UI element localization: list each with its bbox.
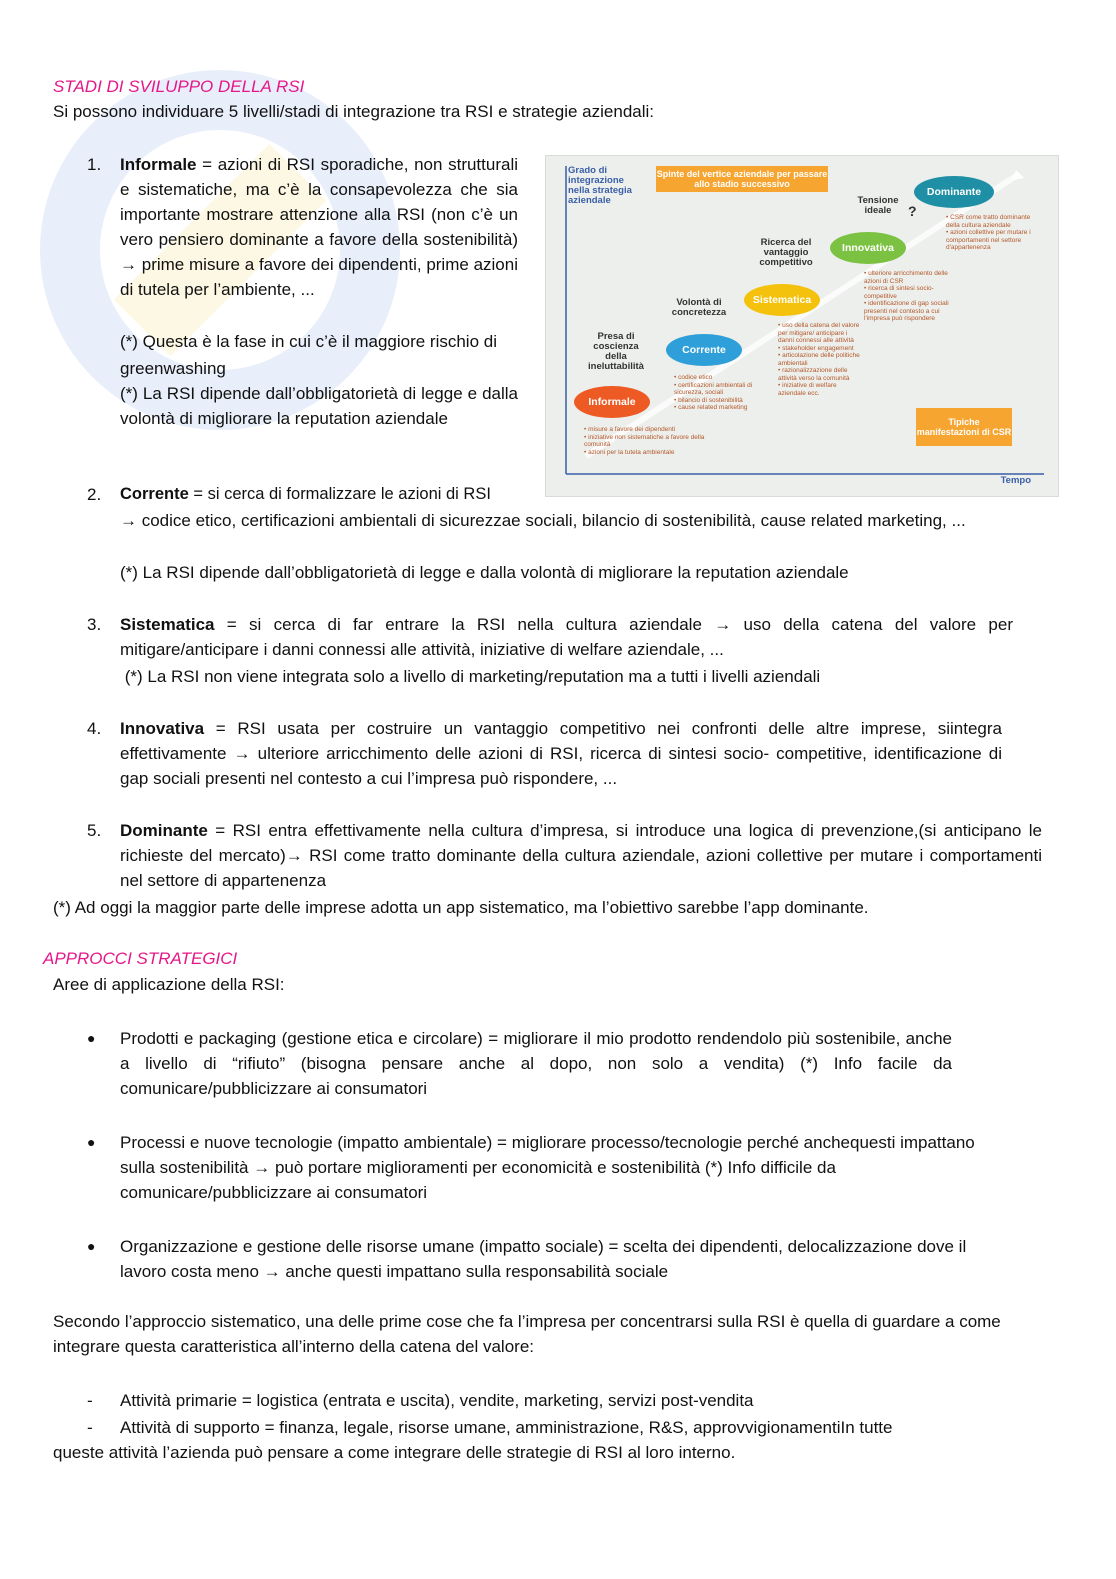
stage-name: Corrente	[120, 485, 189, 503]
stage-number: 5.	[87, 821, 102, 840]
bottom-orange-box: Tipiche manifestazioni di CSR	[916, 408, 1012, 446]
bullet-item-organizzazione: Organizzazione e gestione delle risorse umane (impatto sociale) = scelta dei dipendenti, delocalizzazione dove il lavoro costa meno → anche questi impattano sulla responsabilità sociale	[120, 1237, 967, 1281]
value-chain-intro: Secondo l’approccio sistematico, una delle prime cose che fa l’impresa per concentrarsi sulla RSI è quella di guardare a come integrare questa caratteristica all’interno della catena del valore:	[53, 1312, 1001, 1356]
y-axis-label: Grado di integrazione nella strategia aziendale	[568, 165, 632, 206]
rsi-stages-diagram	[545, 155, 1059, 497]
stage-description: = si cerca di formalizzare le azioni di RSI	[188, 485, 491, 503]
stage-description: = RSI entra effettivamente nella cultura d’impresa, si introduce una logica di prevenzione,(si anticipano le richieste del mercato)→ RSI come tratto dominante della cultura aziendale, azioni collettive per mutare i comportamenti nel settore di appartenenza	[120, 821, 1042, 890]
stage-name: Innovativa	[120, 719, 205, 738]
level-bullets-innovativa: • ulteriore arricchimento delle azioni di CSR • ricerca di sintesi socio-competitive • identificazione di gap sociali presenti nel contesto a cui l'impresa può rispondere	[864, 270, 949, 322]
level-caption-dominante: Tensione ideale	[857, 195, 899, 216]
bullet-marker: ●	[87, 1238, 96, 1254]
bullet-marker: ●	[87, 1134, 96, 1150]
level-caption-corrente: Presa di coscienza della ineluttabilità	[588, 331, 644, 372]
stage-corrente	[120, 482, 491, 507]
stage-number: 1.	[87, 155, 102, 174]
level-bullets-informale: • misure a favore dei dipendenti • iniziative non sistematiche a favore della comunità • azioni per la tutela ambientale	[584, 426, 705, 456]
section-title-stadi: STADI DI SVILUPPO DELLA RSI	[53, 77, 305, 96]
stage-note: (*) La RSI non viene integrata solo a livello di marketing/reputation ma a tutti i livelli aziendali	[120, 667, 821, 686]
stage-note-greenwashing: (*) Questa è la fase in cui c’è il maggiore rischio di greenwashing	[120, 332, 497, 378]
level-ellipse-innovativa: Innovativa	[830, 232, 906, 264]
section-intro-approcci: Aree di applicazione della RSI:	[53, 975, 285, 994]
level-caption-sistematica: Volontà di concretezza	[671, 297, 727, 318]
x-axis-label: Tempo	[1000, 475, 1031, 486]
question-mark: ?	[908, 203, 917, 219]
level-caption-innovativa: Ricerca del vantaggio competitivo	[759, 237, 813, 268]
level-ellipse-sistematica: Sistematica	[744, 284, 820, 316]
stage-sistematica	[120, 612, 1013, 662]
dash-item-primarie: Attività primarie = logistica (entrata e uscita), vendite, marketing, servizi post-vendita	[120, 1391, 754, 1410]
stage-dominante	[120, 818, 1042, 893]
stage-note: (*) La RSI dipende dall’obbligatorietà di legge e dalla volontà di migliorare la reputation aziendale	[120, 563, 849, 582]
dash-marker: -	[87, 1418, 93, 1437]
stage-corrente-details: → codice etico, certificazioni ambientali di sicurezzae sociali, bilancio di sostenibilità, cause related marketing, ...	[120, 511, 966, 530]
level-bullets-sistematica: • uso della catena del valore per mitigare/ anticipare i danni connessi alle attività • stakeholder engagement • articolazione delle politiche ambientali • razionalizzazione delle attività verso la comunità • iniziative di welfare aziendale ecc.	[778, 322, 860, 397]
bullet-marker: ●	[87, 1030, 96, 1046]
stage-name: Dominante	[120, 821, 208, 840]
stage-name: Informale	[120, 155, 197, 174]
stage-name: Sistematica	[120, 615, 215, 634]
stage-number: 4.	[87, 719, 102, 738]
stage-informale	[120, 152, 518, 302]
bullet-item-processi: Processi e nuove tecnologie (impatto ambientale) = migliorare processo/tecnologie perché anchequesti impattano sulla sostenibilità → può portare miglioramenti per economicità e sostenibilità (*) Info difficile da comunicare/pubblicizzare ai consumatori	[120, 1133, 975, 1202]
dash-marker: -	[87, 1391, 93, 1410]
level-bullets-dominante: • CSR come tratto dominante della cultura aziendale • azioni collettive per mutare i comportamenti nel settore d'appartenenza	[946, 214, 1031, 251]
level-bullets-corrente: • codice etico • certificazioni ambientali di sicurezza, sociali • bilancio di sostenibilità • cause related marketing	[674, 374, 753, 411]
level-ellipse-corrente: Corrente	[666, 334, 742, 366]
stage-number: 2.	[87, 485, 102, 504]
stage-description: = RSI usata per costruire un vantaggio competitivo nei confronti delle altre imprese, siintegra effettivamente → ulteriore arricchimento delle azioni di RSI, ricerca di sintesi socio- competitive, identificazione di gap sociali presenti nel contesto a cui l’impresa può rispondere, ...	[120, 719, 1002, 788]
top-orange-box: Spinte del vertice aziendale per passare allo stadio successivo	[656, 166, 828, 192]
stages-footnote: (*) Ad oggi la maggior parte delle imprese adotta un app sistematico, ma l’obiettivo sarebbe l’app dominante.	[53, 898, 869, 917]
stage-note-reputation: (*) La RSI dipende dall’obbligatorietà di legge e dalla volontà di migliorare la reputation aziendale	[120, 384, 518, 428]
section-title-approcci: APPROCCI STRATEGICI	[43, 949, 238, 968]
dash-item-supporto-cont: queste attività l’azienda può pensare a come integrare delle strategie di RSI al loro interno.	[53, 1443, 736, 1462]
stage-innovativa	[120, 716, 1002, 791]
level-ellipse-informale: Informale	[574, 386, 650, 418]
level-ellipse-dominante: Dominante	[914, 176, 994, 208]
stage-description: = azioni di RSI sporadiche, non strutturali e sistematiche, ma c’è la consapevolezza che sia importante mostrare attenzione alla RSI (non c’è un vero pensiero dominante a favore della sostenibilità) → prime misure a favore dei dipendenti, prime azioni di tutela per l’ambiente, ...	[120, 155, 518, 299]
bullet-item-prodotti: Prodotti e packaging (gestione etica e circolare) = migliorare il mio prodotto rendendolo più sostenibile, anche a livello di “rifiuto” (bisogna pensare anche al dopo, non solo a vendita) (*) Info facile da comunicare/pubblicizzare ai consumatori	[120, 1029, 952, 1098]
stage-description: = si cerca di far entrare la RSI nella cultura aziendale → uso della catena del valore per mitigare/anticipare i danni connessi alle attività, iniziative di welfare aziendale, ...	[120, 615, 1013, 659]
section-intro-stadi: Si possono individuare 5 livelli/stadi di integrazione tra RSI e strategie aziendali:	[53, 102, 655, 121]
stage-number: 3.	[87, 615, 102, 634]
dash-item-supporto: Attività di supporto = finanza, legale, risorse umane, amministrazione, R&S, approvvigionamentiIn tutte	[120, 1418, 893, 1437]
